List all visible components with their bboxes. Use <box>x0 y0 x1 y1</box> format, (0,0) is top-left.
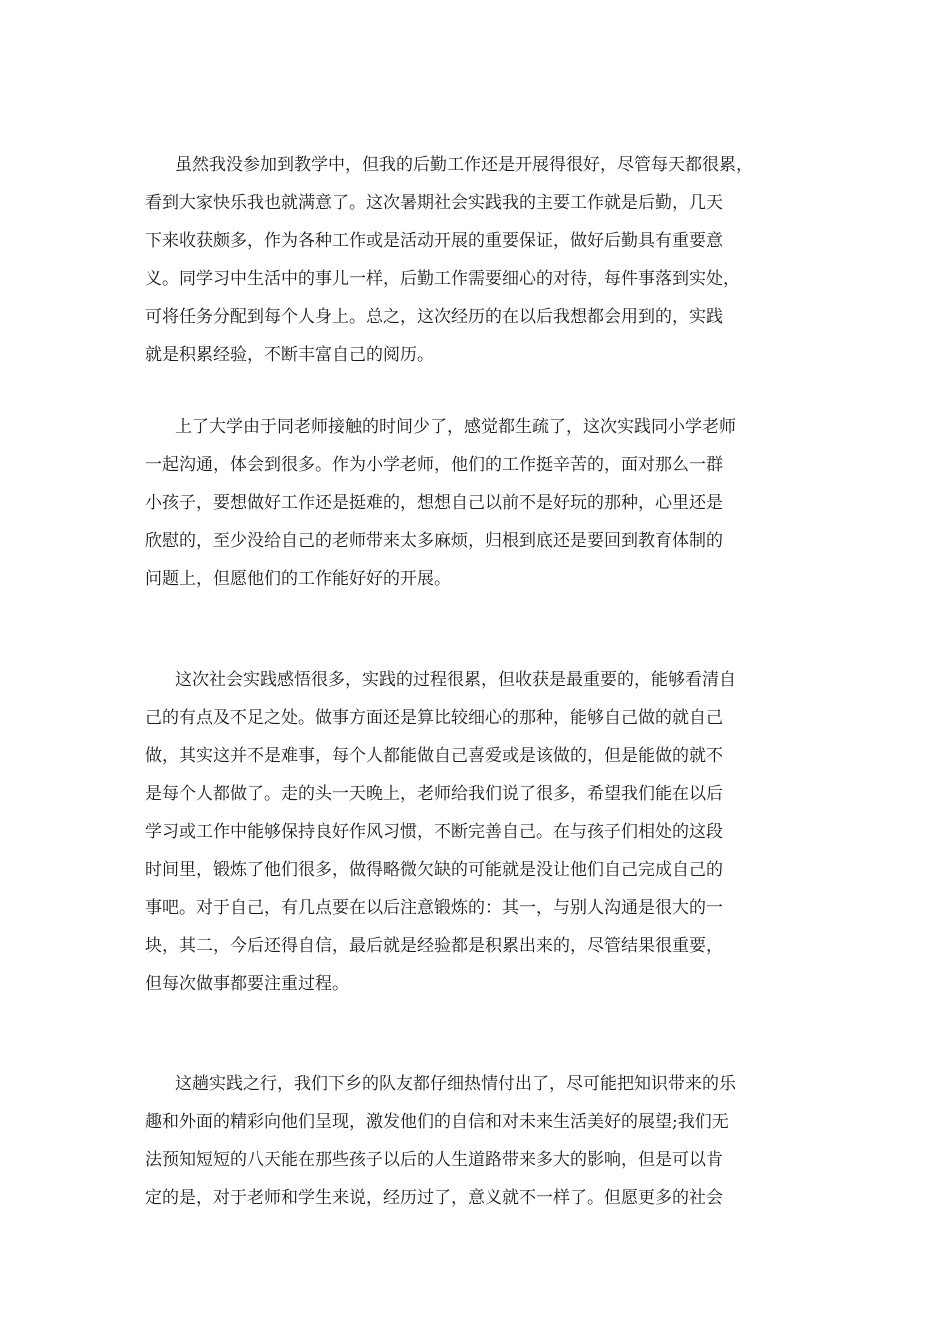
paragraph-3 <box>145 661 835 1003</box>
text-line: 义。同学习中生活中的事儿一样，后勤工作需要细心的对待，每件事落到实处， <box>145 269 740 289</box>
text-line: 时间里，锻炼了他们很多，做得略微欠缺的可能就是没让他们自己完成自己的 <box>145 860 723 880</box>
text-line: 这趟实践之行，我们下乡的队友都仔细热情付出了，尽可能把知识带来的乐 <box>175 1074 736 1094</box>
text-line: 看到大家快乐我也就满意了。这次暑期社会实践我的主要工作就是后勤，几天 <box>145 193 723 213</box>
text-line: 但每次做事都要注重过程。 <box>145 974 349 994</box>
text-line: 问题上，但愿他们的工作能好好的开展。 <box>145 569 451 589</box>
text-line: 欣慰的，至少没给自己的老师带来太多麻烦，归根到底还是要回到教育体制的 <box>145 531 723 551</box>
text-line: 事吧。对于自己，有几点要在以后注意锻炼的：其一，与别人沟通是很大的一 <box>145 898 723 918</box>
text-line: 是每个人都做了。走的头一天晚上，老师给我们说了很多，希望我们能在以后 <box>145 784 723 804</box>
text-line: 小孩子，要想做好工作还是挺难的，想想自己以前不是好玩的那种，心里还是 <box>145 493 723 513</box>
text-line: 一起沟通，体会到很多。作为小学老师，他们的工作挺辛苦的，面对那么一群 <box>145 455 723 475</box>
text-line: 虽然我没参加到教学中，但我的后勤工作还是开展得很好，尽管每天都很累， <box>175 155 753 175</box>
paragraph-2 <box>145 408 835 598</box>
text-line: 做，其实这并不是难事，每个人都能做自己喜爱或是该做的，但是能做的就不 <box>145 746 723 766</box>
paragraph-4 <box>145 1065 835 1217</box>
paragraph-1 <box>145 146 835 374</box>
text-line: 就是积累经验，不断丰富自己的阅历。 <box>145 345 434 365</box>
text-line: 学习或工作中能够保持良好作风习惯，不断完善自己。在与孩子们相处的这段 <box>145 822 723 842</box>
text-line: 可将任务分配到每个人身上。总之，这次经历的在以后我想都会用到的，实践 <box>145 307 723 327</box>
text-line: 法预知短短的八天能在那些孩子以后的人生道路带来多大的影响，但是可以肯 <box>145 1150 723 1170</box>
text-line: 这次社会实践感悟很多，实践的过程很累，但收获是最重要的，能够看清自 <box>175 670 736 690</box>
text-line: 下来收获颇多，作为各种工作或是活动开展的重要保证，做好后勤具有重要意 <box>145 231 723 251</box>
text-line: 己的有点及不足之处。做事方面还是算比较细心的那种，能够自己做的就自己 <box>145 708 723 728</box>
text-line: 定的是，对于老师和学生来说，经历过了，意义就不一样了。但愿更多的社会 <box>145 1188 723 1208</box>
text-line: 上了大学由于同老师接触的时间少了，感觉都生疏了，这次实践同小学老师 <box>175 417 736 437</box>
text-line: 趣和外面的精彩向他们呈现，激发他们的自信和对未来生活美好的展望;我们无 <box>145 1112 729 1132</box>
text-line: 块，其二，今后还得自信，最后就是经验都是积累出来的，尽管结果很重要， <box>145 936 723 956</box>
